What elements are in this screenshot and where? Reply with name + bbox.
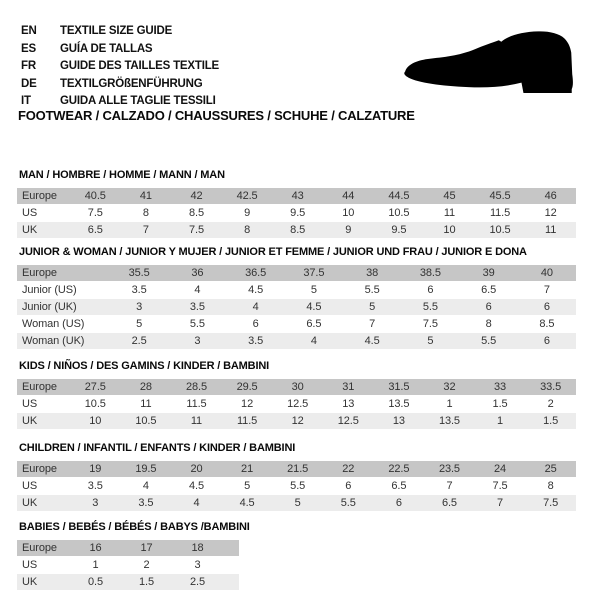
- size-value: 6: [427, 284, 434, 296]
- size-value: 5: [136, 318, 143, 330]
- table-row-europe: [17, 265, 576, 281]
- size-value: 6: [485, 301, 492, 313]
- size-value: 1: [446, 398, 453, 410]
- size-value: 39: [482, 267, 495, 279]
- size-value: 10.5: [388, 207, 410, 219]
- size-value: 25: [544, 463, 557, 475]
- size-value: 5.5: [290, 480, 306, 492]
- row-label: US: [22, 207, 38, 219]
- size-value: 19: [89, 463, 102, 475]
- size-value: 1.5: [543, 415, 559, 427]
- row-label: UK: [22, 576, 38, 588]
- language-code: IT: [21, 95, 31, 107]
- row-label: UK: [22, 224, 38, 236]
- size-value: 20: [190, 463, 203, 475]
- size-value: 5.5: [422, 301, 438, 313]
- table-row-uk: [17, 413, 576, 429]
- language-code: FR: [21, 60, 36, 72]
- size-value: 6.5: [441, 497, 457, 509]
- row-label: Europe: [22, 542, 57, 554]
- size-value: 32: [443, 381, 456, 393]
- table-row-us: [17, 396, 576, 412]
- size-value: 9: [244, 207, 251, 219]
- size-value: 11: [140, 398, 152, 410]
- size-value: 10.5: [84, 398, 106, 410]
- size-value: 13.5: [438, 415, 460, 427]
- size-value: 21.5: [287, 463, 309, 475]
- size-value: 37.5: [303, 267, 325, 279]
- section-children: [17, 442, 576, 512]
- table-row-woman-uk: [17, 333, 576, 349]
- size-value: 5.5: [189, 318, 205, 330]
- size-value: 19.5: [135, 463, 157, 475]
- language-list: [21, 23, 219, 111]
- size-value: 5: [369, 301, 376, 313]
- size-value: 4: [310, 335, 317, 347]
- size-value: 7: [497, 497, 504, 509]
- size-value: 9.5: [290, 207, 306, 219]
- table-row-uk: [17, 222, 576, 238]
- size-value: 4.5: [306, 301, 322, 313]
- size-value: 36.5: [245, 267, 267, 279]
- table-row-uk: [17, 495, 576, 511]
- size-value: 10: [443, 224, 456, 236]
- section-title: JUNIOR & WOMAN / JUNIOR Y MUJER / JUNIOR ET FEMME / JUNIOR UND FRAU / JUNIOR E DONA: [19, 246, 527, 258]
- section-junior-woman: [17, 246, 576, 350]
- size-value: 1.5: [139, 576, 154, 588]
- size-value: 17: [140, 542, 153, 554]
- size-value: 2.5: [190, 576, 205, 588]
- size-value: 3.5: [131, 284, 147, 296]
- size-value: 4: [194, 284, 201, 296]
- size-value: 6.5: [306, 318, 322, 330]
- size-value: 42.5: [236, 190, 258, 202]
- size-value: 7.5: [492, 480, 508, 492]
- size-value: 5: [427, 335, 434, 347]
- size-value: 11: [443, 207, 456, 219]
- size-value: 45.5: [489, 190, 511, 202]
- size-value: 8: [485, 318, 492, 330]
- section-man: [17, 169, 576, 239]
- size-value: 29.5: [236, 381, 258, 393]
- language-title: TEXTILGRÖßENFÜHRUNG: [60, 77, 203, 90]
- size-value: 46: [544, 190, 557, 202]
- size-value: 7.5: [543, 497, 559, 509]
- row-label: US: [22, 559, 38, 571]
- size-value: 11.5: [489, 207, 511, 219]
- size-value: 1: [497, 415, 504, 427]
- size-value: 8.5: [290, 224, 306, 236]
- size-value: 6.5: [87, 224, 103, 236]
- size-value: 38: [366, 267, 379, 279]
- row-label: Woman (US): [22, 318, 85, 330]
- size-table-junior-woman: [17, 265, 576, 349]
- size-value: 12.5: [337, 415, 359, 427]
- size-value: 7: [142, 224, 149, 236]
- size-value: 40.5: [84, 190, 106, 202]
- size-value: 1: [92, 559, 99, 571]
- size-table-children: [17, 461, 576, 511]
- size-value: 3: [136, 301, 143, 313]
- size-value: 6: [395, 497, 402, 509]
- table-row-us: [17, 557, 239, 573]
- size-value: 9.5: [391, 224, 407, 236]
- size-value: 35.5: [128, 267, 150, 279]
- size-value: 3: [194, 335, 201, 347]
- size-value: 2.5: [131, 335, 147, 347]
- row-label: UK: [22, 415, 38, 427]
- size-value: 27.5: [84, 381, 106, 393]
- table-row-junior-us: [17, 282, 576, 298]
- size-value: 5: [310, 284, 317, 296]
- size-value: 22.5: [388, 463, 410, 475]
- size-value: 3.5: [248, 335, 264, 347]
- section-babies: [17, 521, 576, 591]
- size-value: 12: [544, 207, 557, 219]
- size-value: 3: [92, 497, 99, 509]
- language-row-fr: [21, 58, 219, 76]
- table-row-us: [17, 478, 576, 494]
- size-value: 6: [252, 318, 259, 330]
- size-value: 13: [342, 398, 355, 410]
- size-value: 8: [142, 207, 149, 219]
- size-value: 44.5: [388, 190, 410, 202]
- table-row-europe: [17, 461, 576, 477]
- size-value: 28: [139, 381, 152, 393]
- size-value: 38.5: [419, 267, 441, 279]
- shoe-icon: [397, 27, 577, 94]
- section-kids: [17, 360, 576, 430]
- size-value: 12: [241, 398, 254, 410]
- size-value: 12: [291, 415, 304, 427]
- size-value: 33: [494, 381, 507, 393]
- size-value: 6: [543, 335, 550, 347]
- language-title: GUÍA DE TALLAS: [60, 42, 153, 55]
- table-row-europe: [17, 379, 576, 395]
- size-value: 7.5: [188, 224, 204, 236]
- table-row-woman-us: [17, 316, 576, 332]
- size-value: 10: [342, 207, 355, 219]
- size-value: 6: [345, 480, 352, 492]
- size-value: 33.5: [540, 381, 562, 393]
- size-value: 12.5: [287, 398, 309, 410]
- language-row-en: [21, 23, 219, 41]
- size-value: 24: [494, 463, 507, 475]
- size-value: 5: [294, 497, 301, 509]
- table-row-junior-uk: [17, 299, 576, 315]
- row-label: Junior (UK): [22, 301, 77, 313]
- size-value: 21: [241, 463, 254, 475]
- size-value: 45: [443, 190, 456, 202]
- size-value: 31.5: [388, 381, 410, 393]
- section-title: BABIES / BEBÉS / BÉBÉS / BABYS /BAMBINI: [19, 521, 250, 533]
- row-label: Europe: [22, 190, 57, 202]
- row-label: US: [22, 480, 38, 492]
- size-value: 44: [342, 190, 355, 202]
- size-value: 18: [191, 542, 204, 554]
- size-value: 4.5: [248, 284, 264, 296]
- table-row-europe: [17, 540, 239, 556]
- table-row-europe: [17, 188, 576, 204]
- size-value: 6: [543, 301, 550, 313]
- language-title: GUIDE DES TAILLES TEXTILE: [60, 60, 219, 72]
- section-title: CHILDREN / INFANTIL / ENFANTS / KINDER / BAMBINI: [19, 442, 296, 454]
- size-value: 7.5: [422, 318, 438, 330]
- size-value: 30: [291, 381, 304, 393]
- size-value: 11.5: [186, 398, 207, 410]
- size-value: 10.5: [135, 415, 157, 427]
- size-value: 6.5: [481, 284, 497, 296]
- size-value: 2: [143, 559, 150, 571]
- size-value: 42: [190, 190, 203, 202]
- size-value: 10: [89, 415, 102, 427]
- row-label: US: [22, 398, 38, 410]
- size-value: 11.5: [236, 415, 258, 427]
- size-value: 9: [345, 224, 352, 236]
- language-row-es: [21, 41, 219, 59]
- size-value: 41: [139, 190, 152, 202]
- size-value: 36: [191, 267, 204, 279]
- size-value: 7: [369, 318, 376, 330]
- category-heading: FOOTWEAR / CALZADO / CHAUSSURES / SCHUHE / CALZATURE: [18, 108, 415, 123]
- size-value: 13.5: [388, 398, 410, 410]
- size-value: 5.5: [364, 284, 380, 296]
- size-value: 22: [342, 463, 355, 475]
- size-value: 7: [543, 284, 550, 296]
- row-label: Europe: [22, 463, 57, 475]
- size-value: 1.5: [492, 398, 508, 410]
- size-value: 3.5: [87, 480, 103, 492]
- size-value: 2: [547, 398, 554, 410]
- size-value: 4.5: [239, 497, 255, 509]
- size-value: 40: [540, 267, 553, 279]
- size-value: 43: [291, 190, 304, 202]
- row-label: Junior (US): [22, 284, 77, 296]
- size-value: 3: [194, 559, 201, 571]
- size-value: 7.5: [87, 207, 103, 219]
- size-value: 8.5: [188, 207, 204, 219]
- size-value: 31: [342, 381, 355, 393]
- size-value: 8: [547, 480, 554, 492]
- size-value: 4.5: [364, 335, 380, 347]
- table-row-us: [17, 205, 576, 221]
- size-table-kids: [17, 379, 576, 429]
- language-code: ES: [21, 42, 36, 55]
- row-label: Europe: [22, 267, 57, 279]
- row-label: Europe: [22, 381, 57, 393]
- size-value: 5.5: [340, 497, 356, 509]
- size-value: 10.5: [489, 224, 511, 236]
- size-table-man: [17, 188, 576, 238]
- size-value: 4: [193, 497, 200, 509]
- table-row-uk: [17, 574, 239, 590]
- size-value: 11: [190, 415, 203, 427]
- size-table-babies: [17, 540, 239, 590]
- size-value: 11: [545, 224, 557, 236]
- size-value: 5.5: [481, 335, 497, 347]
- size-value: 6.5: [391, 480, 407, 492]
- row-label: UK: [22, 497, 38, 509]
- size-value: 23.5: [438, 463, 460, 475]
- size-value: 0.5: [88, 576, 103, 588]
- size-value: 4.5: [188, 480, 204, 492]
- section-title: KIDS / NIÑOS / DES GAMINS / KINDER / BAMBINI: [19, 360, 270, 372]
- language-title: GUIDA ALLE TAGLIE TESSILI: [60, 95, 216, 107]
- language-code: EN: [21, 25, 37, 37]
- size-value: 16: [89, 542, 102, 554]
- language-row-de: [21, 76, 219, 94]
- size-value: 8.5: [539, 318, 555, 330]
- size-value: 3.5: [138, 497, 154, 509]
- size-value: 7: [446, 480, 453, 492]
- size-value: 4: [142, 480, 149, 492]
- size-value: 8: [244, 224, 251, 236]
- language-code: DE: [21, 77, 37, 90]
- section-title: MAN / HOMBRE / HOMME / MANN / MAN: [19, 169, 225, 181]
- size-value: 4: [252, 301, 259, 313]
- size-value: 28.5: [185, 381, 207, 393]
- language-title: TEXTILE SIZE GUIDE: [60, 25, 173, 37]
- size-value: 13: [392, 415, 405, 427]
- row-label: Woman (UK): [22, 335, 85, 347]
- size-value: 3.5: [189, 301, 205, 313]
- size-value: 5: [244, 480, 251, 492]
